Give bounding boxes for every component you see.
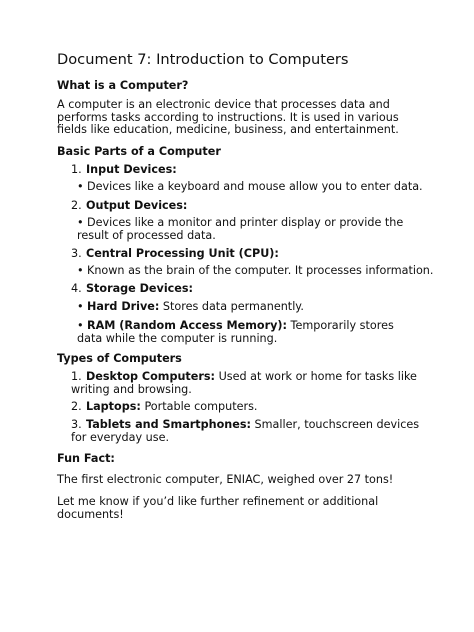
bullet-icon: • — [77, 319, 84, 332]
fun-fact-paragraph: The first electronic computer, ENIAC, weighed over 27 tons! — [57, 473, 394, 486]
list-detail — [77, 264, 434, 278]
list-number: 1. — [71, 163, 82, 176]
list-item-title: Central Processing Unit (CPU): — [86, 247, 279, 260]
what-is-paragraph: A computer is an electronic device that processes data and performs tasks according to instructions. It is used in various fields like education, medicine, business, and entertainment. — [57, 98, 399, 137]
list-item-text: Smaller, touchscreen devices for everyday use. — [71, 418, 420, 444]
bullet-icon: • — [77, 300, 84, 313]
closing-paragraph: Let me know if you’d like further refinement or additional documents! — [57, 495, 379, 521]
detail-text: Devices like a keyboard and mouse allow you to enter data. — [87, 180, 423, 193]
detail-text: Devices like a monitor and printer display or provide the result of processed data. — [77, 216, 404, 242]
list-item-desktop-computers — [71, 371, 421, 396]
list-detail — [77, 217, 417, 242]
list-detail — [77, 180, 423, 194]
list-item-label: Tablets and Smartphones: — [86, 418, 251, 431]
detail-text: Stores data permanently. — [162, 300, 304, 313]
list-item-laptops — [71, 401, 421, 414]
list-item-title: Output Devices: — [86, 199, 188, 212]
section-heading-fun-fact: Fun Fact: — [57, 452, 115, 465]
list-item-input-devices — [71, 164, 421, 177]
list-item-output-devices — [71, 200, 421, 213]
list-item-cpu — [71, 248, 421, 261]
bullet-icon: • — [77, 216, 84, 229]
list-number: 4. — [71, 282, 82, 295]
section-heading-basic-parts: Basic Parts of a Computer — [57, 145, 221, 158]
list-item-storage-devices — [71, 283, 421, 296]
list-item-label: Desktop Computers: — [86, 370, 216, 383]
list-detail — [77, 301, 417, 314]
list-item-text: Used at work or home for tasks like writing and browsing. — [71, 370, 417, 396]
bullet-icon: • — [77, 180, 84, 193]
section-heading-what-is: What is a Computer? — [57, 79, 189, 92]
list-number: 3. — [71, 247, 82, 260]
list-item-tablets-smartphones — [71, 419, 421, 444]
list-item-title: Storage Devices: — [86, 282, 194, 295]
detail-label: Hard Drive: — [87, 300, 160, 313]
list-number: 1. — [71, 370, 82, 383]
detail-text: Temporarily stores data while the computer is running. — [77, 319, 394, 345]
list-item-title: Input Devices: — [86, 163, 177, 176]
list-detail — [77, 320, 417, 345]
list-number: 2. — [71, 400, 82, 413]
detail-label: RAM (Random Access Memory): — [87, 319, 287, 332]
list-item-label: Laptops: — [86, 400, 141, 413]
list-number: 3. — [71, 418, 82, 431]
bullet-icon: • — [77, 264, 84, 277]
document-title: Document 7: Introduction to Computers — [57, 51, 349, 68]
detail-text: Known as the brain of the computer. It processes information. — [87, 264, 434, 277]
list-item-text: Portable computers. — [144, 400, 258, 413]
section-heading-types: Types of Computers — [57, 352, 182, 365]
list-number: 2. — [71, 199, 82, 212]
